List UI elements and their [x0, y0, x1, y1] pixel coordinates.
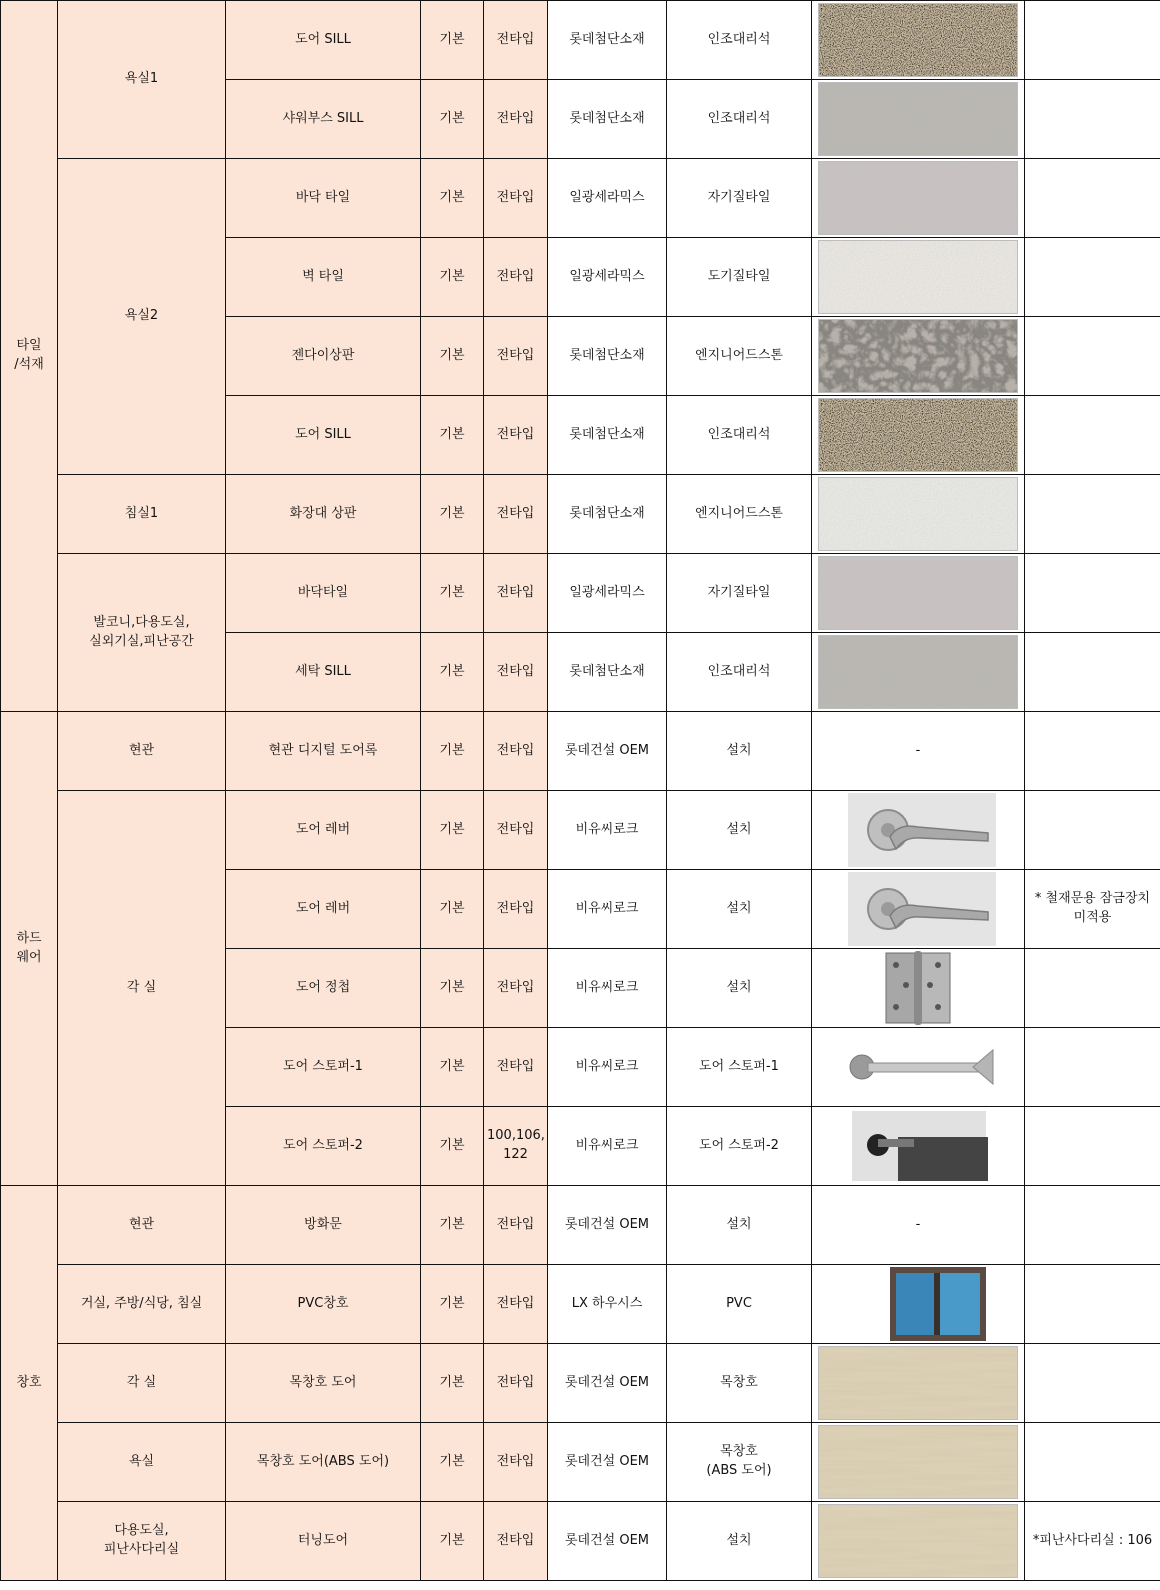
wood-door-swatch	[815, 1425, 1021, 1499]
note-cell	[1025, 1344, 1160, 1423]
item-cell: 도어 레버	[226, 870, 421, 949]
maker-cell: 일광세라믹스	[548, 554, 667, 633]
maker-cell: 롯데건설 OEM	[548, 1502, 667, 1581]
image-cell	[812, 1028, 1025, 1107]
category-cell: 타일 /석재	[1, 1, 58, 712]
spec-cell: 기본	[421, 633, 484, 712]
spec-cell: 기본	[421, 712, 484, 791]
location-cell: 거실, 주방/식당, 침실	[58, 1265, 226, 1344]
maker-cell: 롯데첨단소재	[548, 317, 667, 396]
beige-speckled-stone-swatch	[815, 3, 1021, 77]
material-cell: 자기질타일	[667, 554, 812, 633]
image-placeholder: -	[915, 1216, 921, 1232]
type-cell: 100,106, 122	[484, 1107, 548, 1186]
table-row	[1, 554, 1160, 633]
location-cell: 현관	[58, 712, 226, 791]
item-cell: 샤워부스 SILL	[226, 80, 421, 159]
item-cell: 목창호 도어	[226, 1344, 421, 1423]
maker-cell: LX 하우시스	[548, 1265, 667, 1344]
material-cell: 도어 스토퍼-1	[667, 1028, 812, 1107]
image-cell	[812, 633, 1025, 712]
image-cell	[812, 475, 1025, 554]
note-cell	[1025, 1107, 1160, 1186]
note-cell	[1025, 1186, 1160, 1265]
item-cell: 화장대 상판	[226, 475, 421, 554]
spec-cell: 기본	[421, 870, 484, 949]
table-row	[1, 791, 1160, 870]
maker-cell: 롯데건설 OEM	[548, 1423, 667, 1502]
type-cell: 전타입	[484, 1502, 548, 1581]
item-cell: 도어 스토퍼-1	[226, 1028, 421, 1107]
image-cell	[812, 238, 1025, 317]
item-cell: PVC창호	[226, 1265, 421, 1344]
note-cell	[1025, 949, 1160, 1028]
location-cell: 침실1	[58, 475, 226, 554]
material-cell: 자기질타일	[667, 159, 812, 238]
material-cell: 설치	[667, 791, 812, 870]
spec-cell: 기본	[421, 1265, 484, 1344]
maker-cell: 비유씨로크	[548, 1028, 667, 1107]
type-cell: 전타입	[484, 633, 548, 712]
note-cell: * 철재문용 잠금장치 미적용	[1025, 870, 1160, 949]
maker-cell: 롯데건설 OEM	[548, 712, 667, 791]
image-cell	[812, 317, 1025, 396]
wood-door-swatch	[815, 1346, 1021, 1420]
type-cell: 전타입	[484, 554, 548, 633]
door-stopper-2-photo	[815, 1109, 1021, 1183]
door-lever-photo	[815, 872, 1021, 946]
material-cell: 설치	[667, 1502, 812, 1581]
spec-cell: 기본	[421, 317, 484, 396]
spec-cell: 기본	[421, 238, 484, 317]
material-cell: 설치	[667, 1186, 812, 1265]
note-cell	[1025, 712, 1160, 791]
maker-cell: 비유씨로크	[548, 1107, 667, 1186]
image-cell	[812, 1107, 1025, 1186]
table-row	[1, 159, 1160, 238]
note-cell	[1025, 475, 1160, 554]
white-stone-swatch	[815, 477, 1021, 551]
granite-stone-swatch	[815, 319, 1021, 393]
image-cell	[812, 554, 1025, 633]
wood-door-swatch	[815, 1504, 1021, 1578]
maker-cell: 롯데첨단소재	[548, 396, 667, 475]
maker-cell: 비유씨로크	[548, 949, 667, 1028]
note-cell	[1025, 396, 1160, 475]
image-cell	[812, 1, 1025, 80]
note-cell	[1025, 159, 1160, 238]
location-cell: 현관	[58, 1186, 226, 1265]
material-cell: 인조대리석	[667, 80, 812, 159]
white-marble-tile-swatch	[815, 240, 1021, 314]
table-row	[1, 1186, 1160, 1265]
item-cell: 도어 SILL	[226, 396, 421, 475]
table-row	[1, 1, 1160, 80]
type-cell: 전타입	[484, 317, 548, 396]
image-cell	[812, 80, 1025, 159]
maker-cell: 비유씨로크	[548, 791, 667, 870]
type-cell: 전타입	[484, 1, 548, 80]
material-cell: 도어 스토퍼-2	[667, 1107, 812, 1186]
item-cell: 도어 정첩	[226, 949, 421, 1028]
type-cell: 전타입	[484, 396, 548, 475]
type-cell: 전타입	[484, 1344, 548, 1423]
door-hinge-photo	[815, 951, 1021, 1025]
pvc-window-photo	[815, 1267, 1021, 1341]
table-row	[1, 475, 1160, 554]
table-row	[1, 712, 1160, 791]
image-cell	[812, 1423, 1025, 1502]
item-cell: 방화문	[226, 1186, 421, 1265]
material-cell: 엔지니어드스톤	[667, 475, 812, 554]
image-cell	[812, 791, 1025, 870]
item-cell: 현관 디지털 도어록	[226, 712, 421, 791]
spec-cell: 기본	[421, 554, 484, 633]
spec-cell: 기본	[421, 1107, 484, 1186]
image-cell	[812, 159, 1025, 238]
maker-cell: 롯데첨단소재	[548, 475, 667, 554]
item-cell: 도어 레버	[226, 791, 421, 870]
material-cell: 인조대리석	[667, 1, 812, 80]
item-cell: 젠다이상판	[226, 317, 421, 396]
maker-cell: 롯데건설 OEM	[548, 1344, 667, 1423]
item-cell: 바닥 타일	[226, 159, 421, 238]
location-cell: 욕실1	[58, 1, 226, 159]
material-cell: 인조대리석	[667, 396, 812, 475]
door-lever-photo	[815, 793, 1021, 867]
material-cell: 인조대리석	[667, 633, 812, 712]
spec-cell: 기본	[421, 80, 484, 159]
light-grey-tile-swatch	[815, 556, 1021, 630]
note-cell	[1025, 1265, 1160, 1344]
item-cell: 바닥타일	[226, 554, 421, 633]
maker-cell: 롯데첨단소재	[548, 1, 667, 80]
grey-stone-swatch	[815, 82, 1021, 156]
light-grey-tile-swatch	[815, 161, 1021, 235]
type-cell: 전타입	[484, 1028, 548, 1107]
note-cell	[1025, 238, 1160, 317]
image-cell	[812, 1344, 1025, 1423]
note-cell	[1025, 1423, 1160, 1502]
type-cell: 전타입	[484, 791, 548, 870]
maker-cell: 롯데첨단소재	[548, 633, 667, 712]
type-cell: 전타입	[484, 712, 548, 791]
maker-cell: 롯데첨단소재	[548, 80, 667, 159]
spec-cell: 기본	[421, 791, 484, 870]
image-cell	[812, 712, 1025, 791]
type-cell: 전타입	[484, 1265, 548, 1344]
image-cell	[812, 396, 1025, 475]
table-row	[1, 1265, 1160, 1344]
item-cell: 터닝도어	[226, 1502, 421, 1581]
material-cell: 목창호	[667, 1344, 812, 1423]
note-cell	[1025, 633, 1160, 712]
maker-cell: 일광세라믹스	[548, 159, 667, 238]
maker-cell: 롯데건설 OEM	[548, 1186, 667, 1265]
spec-cell: 기본	[421, 949, 484, 1028]
spec-cell: 기본	[421, 159, 484, 238]
door-stopper-photo	[815, 1030, 1021, 1104]
note-cell	[1025, 1, 1160, 80]
note-cell	[1025, 791, 1160, 870]
table-row	[1, 1502, 1160, 1581]
type-cell: 전타입	[484, 80, 548, 159]
type-cell: 전타입	[484, 238, 548, 317]
image-cell	[812, 1502, 1025, 1581]
image-cell	[812, 1186, 1025, 1265]
item-cell: 도어 스토퍼-2	[226, 1107, 421, 1186]
location-cell: 각 실	[58, 1344, 226, 1423]
location-cell: 발코니,다용도실, 실외기실,피난공간	[58, 554, 226, 712]
grey-stone-swatch	[815, 635, 1021, 709]
type-cell: 전타입	[484, 870, 548, 949]
material-cell: 도기질타일	[667, 238, 812, 317]
type-cell: 전타입	[484, 159, 548, 238]
type-cell: 전타입	[484, 1186, 548, 1265]
category-cell: 창호	[1, 1186, 58, 1581]
item-cell: 도어 SILL	[226, 1, 421, 80]
spec-cell: 기본	[421, 475, 484, 554]
material-cell: PVC	[667, 1265, 812, 1344]
image-cell	[812, 870, 1025, 949]
note-cell	[1025, 80, 1160, 159]
table-row	[1, 1344, 1160, 1423]
location-cell: 욕실	[58, 1423, 226, 1502]
spec-cell: 기본	[421, 1028, 484, 1107]
table-body	[1, 1, 1160, 1581]
note-cell	[1025, 1028, 1160, 1107]
spec-cell: 기본	[421, 1502, 484, 1581]
maker-cell: 일광세라믹스	[548, 238, 667, 317]
type-cell: 전타입	[484, 475, 548, 554]
material-cell: 설치	[667, 712, 812, 791]
maker-cell: 비유씨로크	[548, 870, 667, 949]
spec-cell: 기본	[421, 1186, 484, 1265]
material-cell: 목창호 (ABS 도어)	[667, 1423, 812, 1502]
note-cell	[1025, 554, 1160, 633]
beige-speckled-stone-swatch	[815, 398, 1021, 472]
location-cell: 다용도실, 피난사다리실	[58, 1502, 226, 1581]
item-cell: 벽 타일	[226, 238, 421, 317]
type-cell: 전타입	[484, 1423, 548, 1502]
item-cell: 목창호 도어(ABS 도어)	[226, 1423, 421, 1502]
note-cell	[1025, 317, 1160, 396]
type-cell: 전타입	[484, 949, 548, 1028]
image-placeholder: -	[915, 742, 921, 758]
spec-cell: 기본	[421, 1344, 484, 1423]
location-cell: 욕실2	[58, 159, 226, 475]
spec-cell: 기본	[421, 396, 484, 475]
spec-cell: 기본	[421, 1, 484, 80]
material-cell: 설치	[667, 949, 812, 1028]
category-cell: 하드 웨어	[1, 712, 58, 1186]
image-cell	[812, 1265, 1025, 1344]
material-cell: 엔지니어드스톤	[667, 317, 812, 396]
note-cell: *피난사다리실 : 106	[1025, 1502, 1160, 1581]
table-row	[1, 1423, 1160, 1502]
location-cell: 각 실	[58, 791, 226, 1186]
spec-cell: 기본	[421, 1423, 484, 1502]
item-cell: 세탁 SILL	[226, 633, 421, 712]
material-cell: 설치	[667, 870, 812, 949]
image-cell	[812, 949, 1025, 1028]
